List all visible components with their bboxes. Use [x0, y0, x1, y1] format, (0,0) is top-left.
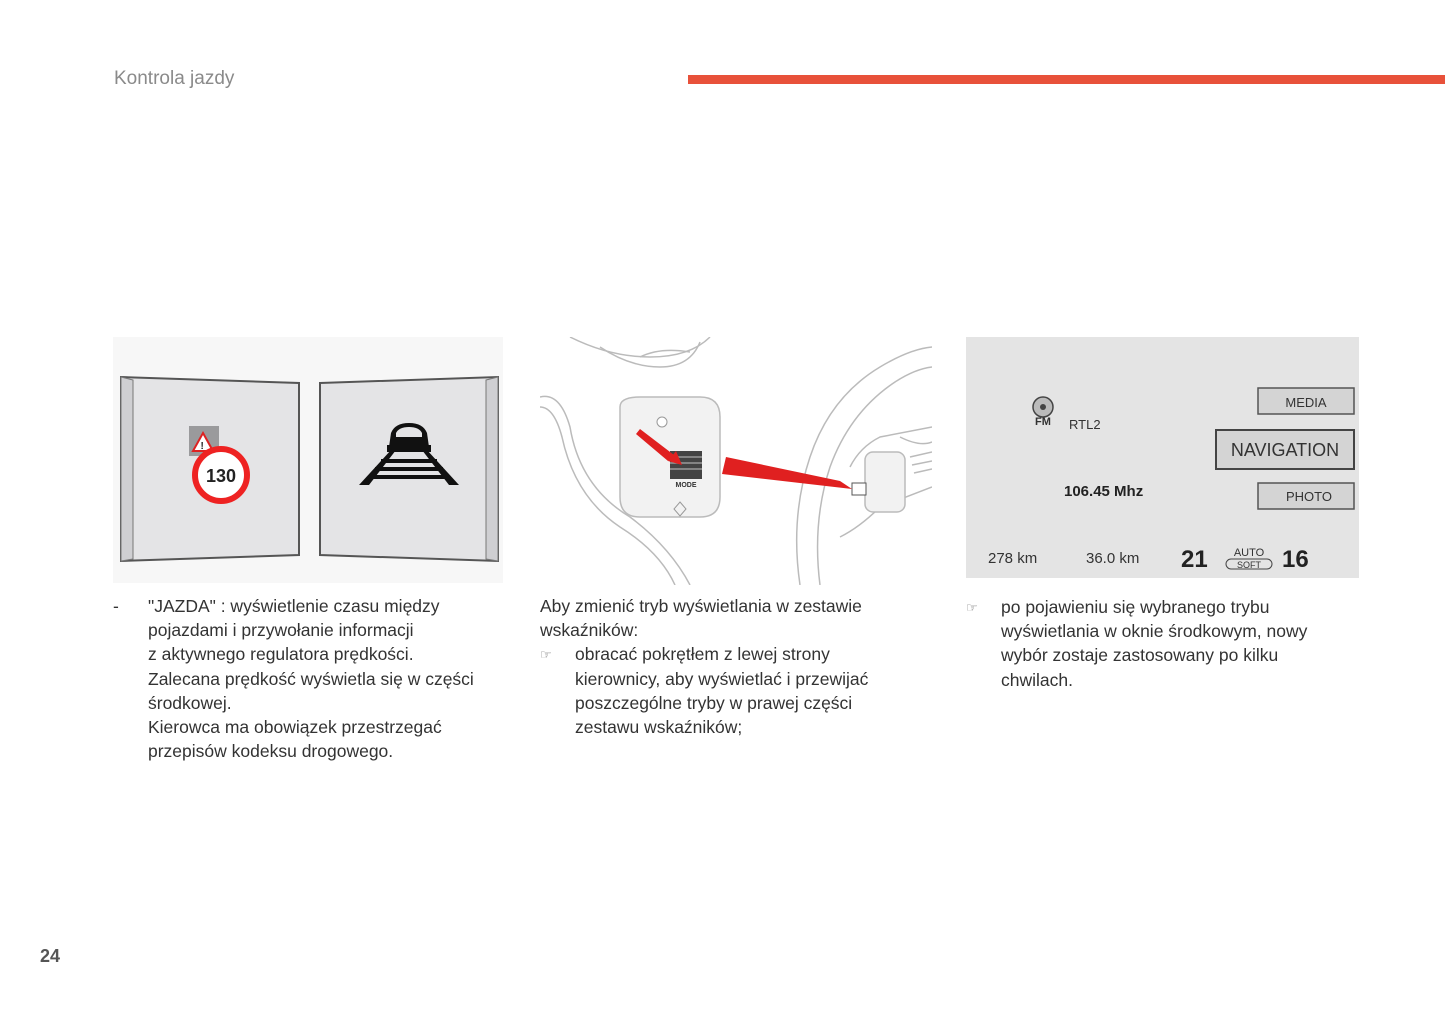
station-name: RTL2: [1069, 417, 1101, 432]
column-3-text: [966, 595, 1366, 692]
text-line: środkowej.: [148, 692, 232, 713]
radio-frequency: 106.45 Mhz: [1064, 483, 1144, 500]
temperature-left: 21: [1181, 546, 1208, 573]
section-title: Kontrola jazdy: [114, 68, 235, 89]
svg-text:AUTO: AUTO: [1233, 547, 1265, 559]
svg-text:FM: FM: [1035, 416, 1051, 428]
column-2-text: [540, 594, 920, 739]
text-line: Zalecana prędkość wyświetla się w części: [148, 668, 474, 689]
fm-source-icon: [1033, 397, 1053, 428]
page-number: 24: [40, 946, 61, 966]
list-dash-marker: -: [113, 596, 119, 616]
media-button[interactable]: [1258, 388, 1354, 414]
text-line: wybór zostaje zastosowany po kilku: [1001, 645, 1279, 666]
text-line: z aktywnego regulatora prędkości.: [148, 644, 414, 665]
svg-text:MEDIA: MEDIA: [1285, 395, 1327, 410]
distance-readout-2: 36.0 km: [1086, 550, 1140, 567]
text-line: wyświetlania w oknie środkowym, nowy: [1001, 621, 1308, 642]
text-line: "JAZDA" : wyświetlenie czasu między: [148, 596, 440, 616]
text-line: pojazdami i przywołanie informacji: [148, 620, 414, 641]
column-1-text: [113, 594, 513, 763]
pointing-hand-icon: ☞: [966, 600, 978, 615]
svg-text:130: 130: [205, 466, 237, 486]
text-line: Kierowca ma obowiązek przestrzegać: [148, 717, 442, 738]
svg-text:PHOTO: PHOTO: [1286, 489, 1332, 504]
figure-multifunction-screen: [966, 337, 1359, 578]
speed-limit-sign-icon: [195, 449, 247, 501]
svg-text:MODE: MODE: [675, 482, 697, 489]
photo-button[interactable]: [1258, 483, 1354, 509]
text-line: przepisów kodeksu drogowego.: [148, 741, 394, 762]
text-line: poszczególne tryby w prawej części: [575, 692, 853, 713]
text-line: kierownicy, aby wyświetlać i przewijać: [575, 668, 869, 689]
temperature-right: 16: [1282, 546, 1309, 573]
header-accent-bar: [688, 75, 1445, 84]
figure-steering-wheel-mode: [540, 337, 932, 585]
navigation-button[interactable]: [1216, 430, 1354, 469]
text-line: chwilach.: [1001, 669, 1073, 690]
figure-drive-mode-displays: [113, 337, 503, 583]
svg-text:SOFT: SOFT: [1237, 560, 1261, 570]
pointing-hand-icon: ☞: [540, 647, 552, 663]
climate-mode-badge: [1226, 547, 1272, 570]
svg-text:NAVIGATION: NAVIGATION: [1230, 440, 1340, 460]
distance-readout-1: 278 km: [988, 550, 1038, 567]
text-line: wskaźników:: [540, 620, 639, 641]
svg-text:!: !: [200, 441, 204, 452]
text-line: obracać pokrętłem z lewej strony: [575, 644, 830, 665]
text-line: zestawu wskaźników;: [575, 717, 743, 738]
text-line: Aby zmienić tryb wyświetlania w zestawie: [540, 596, 862, 616]
text-line: po pojawieniu się wybranego trybu: [1001, 597, 1270, 617]
